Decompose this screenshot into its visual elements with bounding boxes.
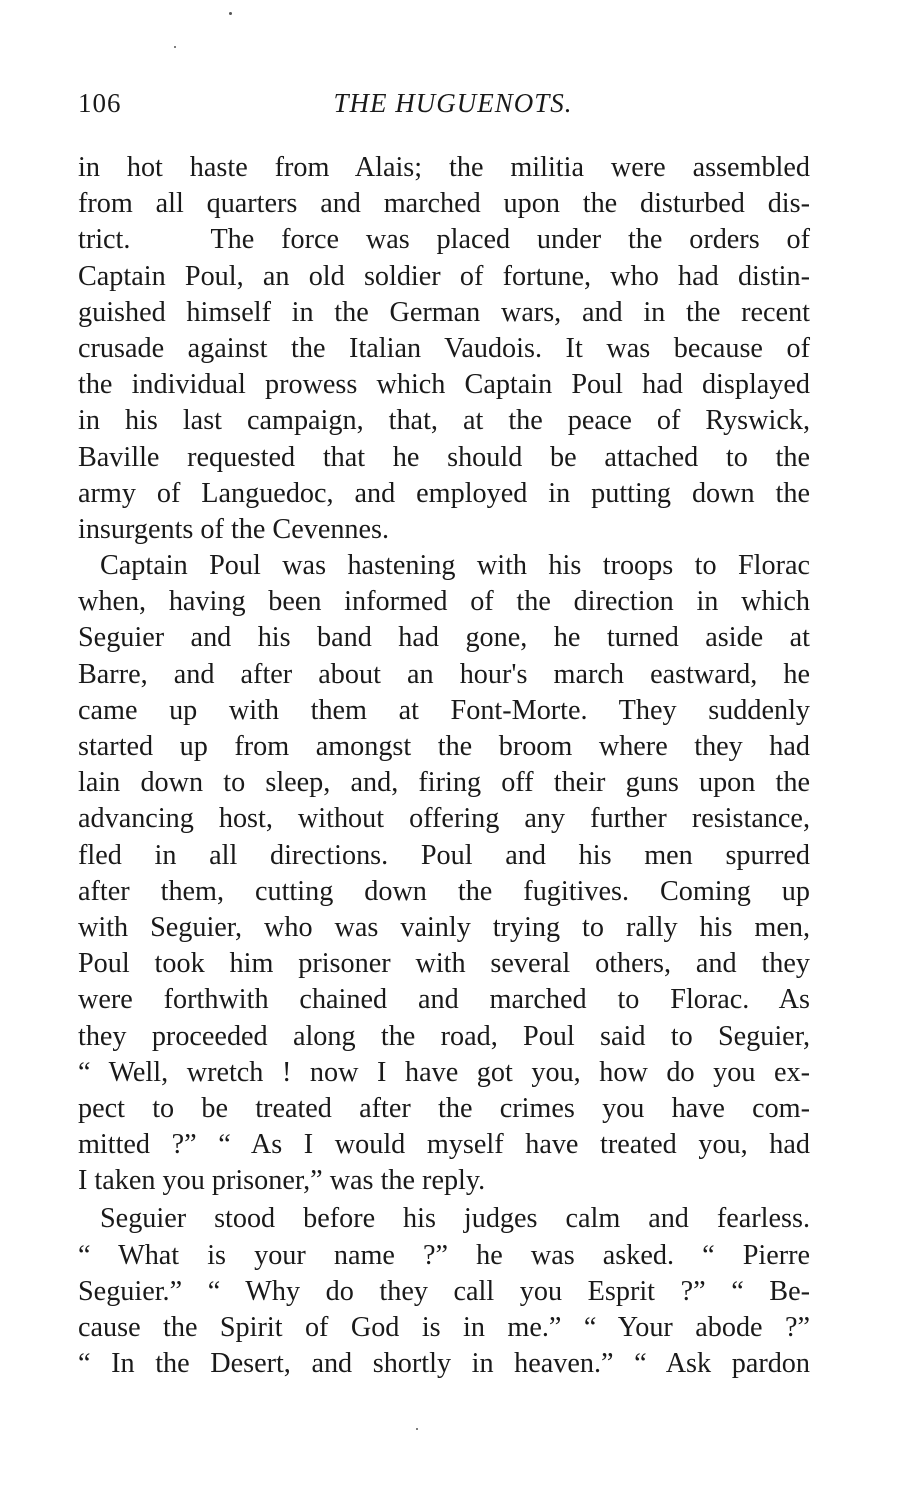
text-line: “ In the Desert, and shortly in heaven.” “ Ask pardon	[78, 1348, 810, 1380]
text-line: Captain Poul, an old soldier of fortune, who had distin-	[78, 260, 810, 292]
text-line: army of Languedoc, and employed in putting down the	[78, 477, 810, 509]
paragraph-1	[78, 150, 810, 548]
text-line: trict. The force was placed under the orders of	[78, 224, 810, 256]
text-line: mitted ?” “ As I would myself have treated you, had	[78, 1129, 810, 1161]
text-line: Poul took him prisoner with several others, and they	[78, 948, 810, 980]
text-line: in his last campaign, that, at the peace of Ryswick,	[78, 405, 810, 437]
body-text	[78, 150, 810, 1382]
text-line: guished himself in the German wars, and in the recent	[78, 296, 810, 328]
page-number: 106	[78, 88, 122, 118]
text-line: Baville requested that he should be attached to the	[78, 441, 810, 473]
text-line: Captain Poul was hastening with his troops to Florac	[100, 550, 810, 582]
text-line: they proceeded along the road, Poul said to Seguier,	[78, 1020, 810, 1052]
ink-speck-bottom	[416, 1428, 418, 1430]
text-line: from all quarters and marched upon the disturbed dis-	[78, 188, 810, 220]
text-line: when, having been informed of the direction in which	[78, 586, 810, 618]
running-title: THE HUGUENOTS.	[333, 88, 573, 118]
paragraph-3	[78, 1201, 810, 1382]
text-line: Seguier.” “ Why do they call you Esprit ?” “ Be-	[78, 1275, 810, 1307]
text-line: advancing host, without offering any further resistance,	[78, 803, 810, 835]
page-header	[78, 88, 808, 128]
paragraph-2	[78, 548, 810, 1199]
text-line: started up from amongst the broom where they had	[78, 731, 810, 762]
text-line: came up with them at Font-Morte. They suddenly	[78, 694, 810, 726]
text-line: Seguier and his band had gone, he turned aside at	[78, 622, 810, 654]
text-line: Barre, and after about an hour's march eastward, he	[78, 658, 810, 690]
text-line: lain down to sleep, and, firing off their guns upon the	[78, 767, 810, 799]
text-line: after them, cutting down the fugitives. Coming up	[78, 875, 810, 907]
text-line: Seguier stood before his judges calm and fearless.	[100, 1203, 810, 1235]
text-line: with Seguier, who was vainly trying to rally his men,	[78, 911, 810, 943]
text-line: “ What is your name ?” he was asked. “ Pierre	[78, 1239, 810, 1271]
ink-speck-top-1	[229, 12, 232, 15]
text-line: I taken you prisoner,” was the reply.	[78, 1165, 486, 1197]
text-line: the individual prowess which Captain Poul had displayed	[78, 369, 810, 401]
text-line: “ Well, wretch ! now I have got you, how do you ex-	[78, 1056, 810, 1088]
text-line: cause the Spirit of God is in me.” “ Your abode ?”	[78, 1312, 810, 1343]
text-line: crusade against the Italian Vaudois. It was because of	[78, 332, 810, 364]
text-line: were forthwith chained and marched to Florac. As	[78, 984, 810, 1016]
text-line: fled in all directions. Poul and his men spurred	[78, 839, 810, 871]
text-line: in hot haste from Alais; the militia were assembled	[78, 152, 810, 183]
text-line: insurgents of the Cevennes.	[78, 513, 390, 545]
ink-speck-top-2	[174, 46, 176, 48]
text-line: pect to be treated after the crimes you have com-	[78, 1092, 810, 1124]
